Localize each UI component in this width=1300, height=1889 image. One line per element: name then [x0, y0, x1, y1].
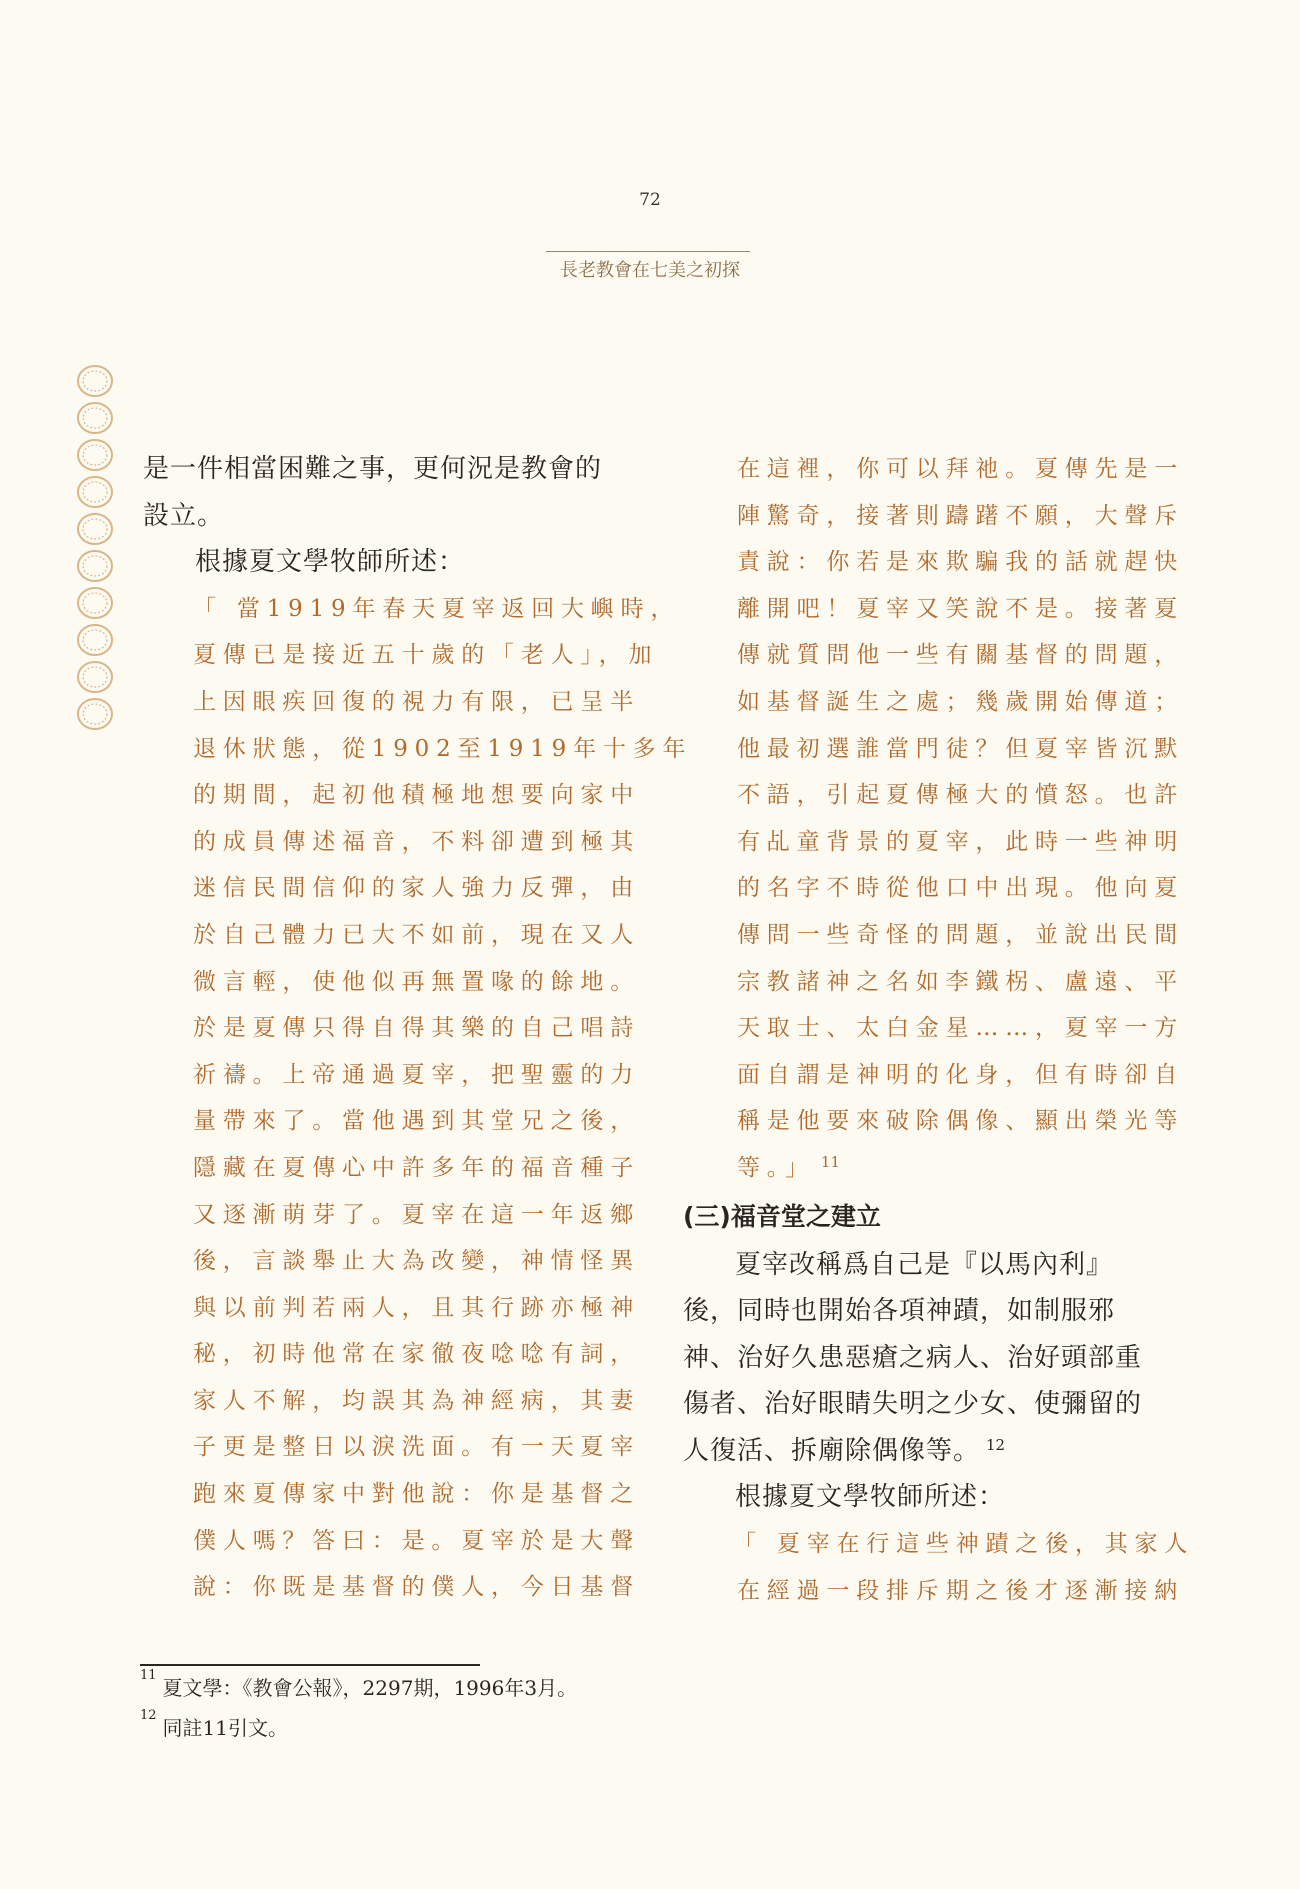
body-line: 後，同時也開始各項神蹟，如制服邪 [683, 1296, 1116, 1327]
quote-line: 後，言談舉止大為改變，神情怪異 [193, 1248, 640, 1275]
quote-line: 說：你既是基督的僕人，今日基督 [193, 1574, 640, 1601]
quote-line: 僕人嗎？答曰：是。夏宰於是大聲 [193, 1527, 640, 1554]
quote-line: 陣驚奇，接著則躊躇不願，大聲斥 [737, 502, 1184, 529]
body-line: 是一件相當困難之事，更何況是教會的 [143, 454, 603, 484]
ornament-coin [72, 658, 118, 695]
quote-line: 離開吧！夏宰又笑說不是。接著夏 [737, 595, 1184, 622]
quote-line: 天取士、太白金星……，夏宰一方 [737, 1015, 1184, 1042]
footnote-12 [140, 1708, 288, 1741]
body-line: 傷者、治好眼睛失明之少女、使彌留的 [683, 1389, 1143, 1420]
quote-line: 「 當1919年春天夏宰返回大嶼時， [193, 595, 681, 622]
quote-line: 又逐漸萌芽了。夏宰在這一年返鄉 [193, 1201, 640, 1228]
ornament-coin [72, 621, 118, 658]
body-line: 夏宰改稱爲自己是『以馬內利』 [735, 1249, 1114, 1280]
body-last-text: 人復活、拆廟除偶像等。 [683, 1435, 981, 1466]
footnote-rule [140, 1664, 480, 1666]
ornament-coin [72, 547, 118, 584]
quote-line: 跑來夏傳家中對他說：你是基督之 [193, 1481, 640, 1508]
running-title: 長老教會在七美之初探 [560, 260, 740, 281]
quote-line: 祈禱。上帝通過夏宰，把聖靈的力 [193, 1061, 640, 1088]
quote-line: 面自謂是神明的化身，但有時卻自 [737, 1061, 1184, 1088]
quote-line: 於自己體力已大不如前，現在又人 [193, 921, 640, 948]
quote-line: 在經過一段排斥期之後才逐漸接納 [737, 1577, 1184, 1604]
header-rule [546, 251, 750, 252]
quote-line: 的期間，起初他積極地想要向家中 [193, 782, 640, 809]
footnote-text: 同註11引文。 [162, 1716, 288, 1740]
quote-line: 他最初選誰當門徒？但夏宰皆沉默 [737, 735, 1184, 762]
ornament-coin [72, 510, 118, 547]
quote-line: 與以前判若兩人，且其行跡亦極神 [193, 1294, 640, 1321]
ornament-coin [72, 362, 118, 399]
quote-line: 夏傳已是接近五十歲的「老人」，加 [193, 642, 659, 669]
quote-end-line [683, 1145, 1153, 1192]
quote-line: 宗教諸神之名如李鐵柺、盧遠、平 [737, 968, 1184, 995]
body-line [683, 1428, 1153, 1475]
footnote-text: 夏文學：《教會公報》，2297期，1996年3月。 [162, 1676, 578, 1700]
body-line: 設立。 [143, 500, 225, 531]
page-number: 72 [639, 190, 661, 210]
footnote-ref: 12 [986, 1435, 1006, 1454]
quote-line: 「 夏宰在行這些神蹟之後，其家人 [733, 1531, 1195, 1558]
ornament-coin [72, 399, 118, 436]
ornament-coin [72, 584, 118, 621]
footnote-11 [140, 1668, 578, 1701]
quote-line: 的名字不時從他口中出現。他向夏 [737, 875, 1184, 902]
quote-line: 如基督誕生之處；幾歲開始傳道； [737, 688, 1184, 715]
footnote-ref: 11 [820, 1152, 840, 1171]
quote-line: 傳問一些奇怪的問題，並說出民間 [737, 921, 1184, 948]
section-heading: (三)福音堂之建立 [683, 1201, 881, 1231]
footnote-number: 12 [140, 1708, 157, 1723]
quote-line: 的成員傳述福音，不料卻遭到極其 [193, 828, 640, 855]
footnote-number: 11 [140, 1668, 157, 1683]
quote-line: 不語，引起夏傳極大的憤怒。也許 [737, 782, 1184, 809]
quote-line: 家人不解，均誤其為神經病，其妻 [193, 1387, 640, 1414]
ornament-coin [72, 473, 118, 510]
quote-line: 於是夏傳只得自得其樂的自己唱詩 [193, 1015, 640, 1042]
quote-line: 秘，初時他常在家徹夜唸唸有詞， [193, 1341, 640, 1368]
body-line: 根據夏文學牧師所述： [195, 547, 466, 578]
quote-line: 退休狀態，從1902至1919年十多年 [193, 735, 693, 762]
coin-chain-ornament [72, 362, 118, 732]
quote-line: 隱藏在夏傳心中許多年的福音種子 [193, 1154, 640, 1181]
quote-line: 上因眼疾回復的視力有限，已呈半 [193, 688, 640, 715]
quote-line: 子更是整日以淚洗面。有一天夏宰 [193, 1434, 640, 1461]
quote-line: 在這裡，你可以拜祂。夏傳先是一 [737, 456, 1184, 482]
ornament-coin [72, 695, 118, 732]
ornament-coin [72, 436, 118, 473]
intro-line: 根據夏文學牧師所述： [735, 1482, 1006, 1513]
quote-line: 稱是他要來破除偶像、顯出榮光等 [737, 1108, 1184, 1135]
quote-line: 微言輕，使他似再無置喙的餘地。 [193, 968, 640, 995]
right-column [683, 446, 1195, 1614]
quote-line: 責說：你若是來欺騙我的話就趕快 [737, 549, 1184, 576]
quote-line: 有乩童背景的夏宰，此時一些神明 [737, 828, 1184, 855]
quote-line: 迷信民間信仰的家人強力反彈，由 [193, 875, 640, 902]
left-column [143, 446, 693, 1611]
quote-end-text: 等。」 [737, 1154, 815, 1181]
quote-line: 量帶來了。當他遇到其堂兄之後， [193, 1108, 640, 1135]
body-line: 神、治好久患惡瘡之病人、治好頭部重 [683, 1342, 1143, 1373]
quote-line: 傳就質問他一些有關基督的問題， [737, 642, 1184, 669]
